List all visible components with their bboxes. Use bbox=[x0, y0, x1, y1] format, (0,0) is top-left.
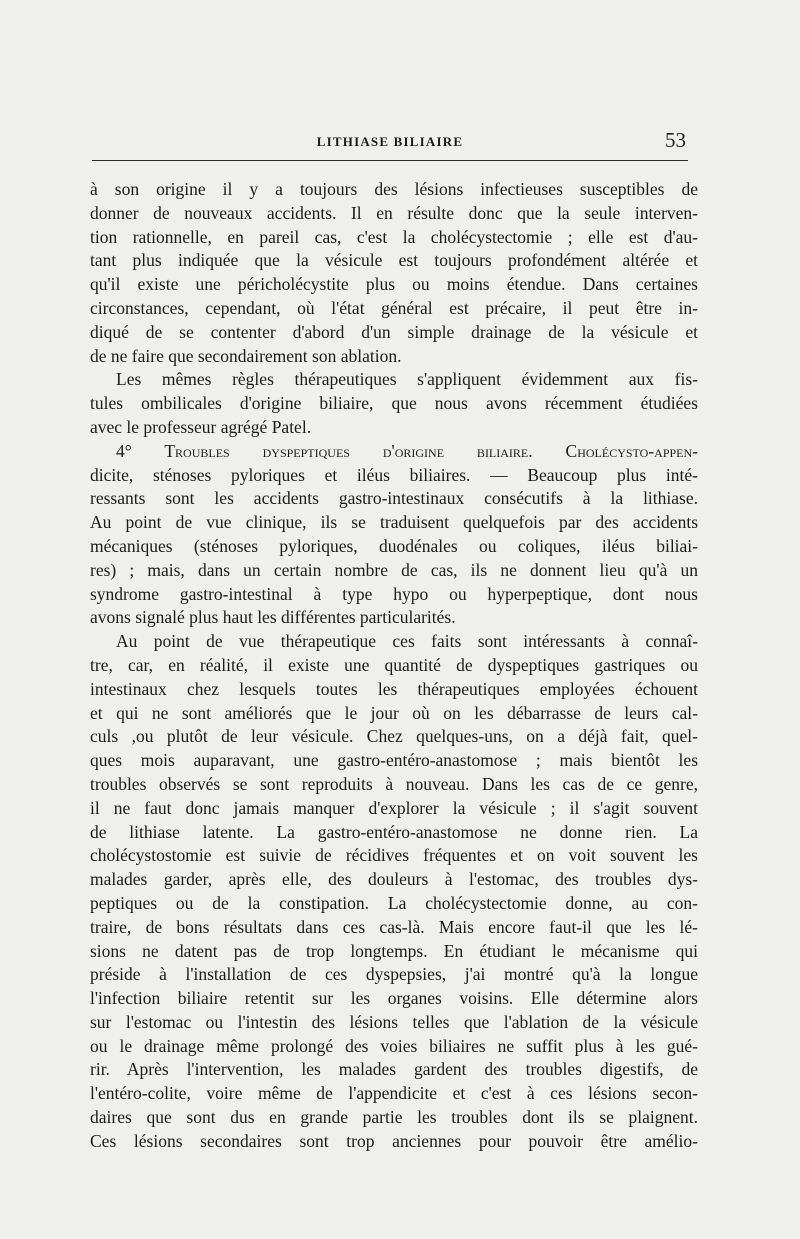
text-line: ou le drainage même prolongé des voies biliaires ne suffit plus à les gué- bbox=[90, 1035, 698, 1056]
text-line: avons signalé plus haut les différentes particularités. bbox=[90, 607, 456, 628]
page-number: 53 bbox=[665, 128, 686, 152]
text-line: culs ,ou plutôt de leur vésicule. Chez quelques-uns, on a déjà fait, quel- bbox=[90, 726, 698, 747]
text-line: intestinaux chez lesquels toutes les thérapeutiques employées échouent bbox=[90, 678, 698, 699]
text-line: circonstances, cependant, où l'état général est précaire, il peut être in- bbox=[90, 297, 698, 318]
text-line: res) ; mais, dans un certain nombre de cas, ils ne donnent lieu qu'à un bbox=[90, 559, 698, 580]
text-line: l'entéro-colite, voire même de l'appendicite et c'est à ces lésions secon- bbox=[90, 1083, 698, 1104]
text-line: daires que sont dus en grande partie les troubles dont ils se plaignent. bbox=[90, 1107, 698, 1128]
text-line: l'infection biliaire retentit sur les organes voisins. Elle détermine alors bbox=[90, 988, 698, 1009]
text-line: ques mois auparavant, une gastro-entéro-anastomose ; mais bientôt les bbox=[90, 750, 698, 771]
text-line: Les mêmes règles thérapeutiques s'appliquent évidemment aux fis- bbox=[116, 369, 698, 390]
section-heading-line: 4° Troubles dyspeptiques d'origine biliaire. Cholécysto-appen- bbox=[116, 440, 698, 461]
text-line: avec le professeur agrégé Patel. bbox=[90, 416, 312, 437]
page-header bbox=[90, 128, 690, 152]
text-line: Ces lésions secondaires sont trop anciennes pour pouvoir être amélio- bbox=[90, 1130, 698, 1151]
text-line: il ne faut donc jamais manquer d'explorer la vésicule ; il s'agit souvent bbox=[90, 797, 698, 818]
text-line: de ne faire que secondairement son ablation. bbox=[90, 345, 402, 366]
text-line: traire, de bons résultats dans ces cas-là. Mais encore faut-il que les lé- bbox=[90, 916, 698, 937]
text-line: syndrome gastro-intestinal à type hypo ou hyperpeptique, dont nous bbox=[90, 583, 698, 604]
text-line: préside à l'installation de ces dyspepsies, j'ai montré qu'à la longue bbox=[90, 964, 698, 985]
text-line: cholécystostomie est suivie de récidives fréquentes et on voit souvent les bbox=[90, 845, 698, 866]
text-line: Au point de vue clinique, ils se traduisent quelquefois par des accidents bbox=[90, 512, 698, 533]
text-line: sions ne datent pas de trop longtemps. En étudiant le mécanisme qui bbox=[90, 940, 698, 961]
text-line: diqué de se contenter d'abord d'un simple drainage de la vésicule et bbox=[90, 321, 698, 342]
text-line: tules ombilicales d'origine biliaire, que nous avons récemment étudiées bbox=[90, 393, 698, 414]
body-text bbox=[90, 178, 698, 1154]
text-line: sur l'estomac ou l'intestin des lésions telles que l'ablation de la vésicule bbox=[90, 1011, 698, 1032]
text-line: rir. Après l'intervention, les malades gardent des troubles digestifs, de bbox=[90, 1059, 698, 1080]
text-line: tion rationnelle, en pareil cas, c'est la cholécystectomie ; elle est d'au- bbox=[90, 226, 698, 247]
text-line: et qui ne sont améliorés que le jour où on les débarrasse de leurs cal- bbox=[90, 702, 698, 723]
text-line: ressants sont les accidents gastro-intestinaux consécutifs à la lithiase. bbox=[90, 488, 698, 509]
text-line: de lithiase latente. La gastro-entéro-anastomose ne donne rien. La bbox=[90, 821, 698, 842]
text-line: troubles observés se sont reproduits à nouveau. Dans les cas de ce genre, bbox=[90, 773, 698, 794]
text-line: tant plus indiquée que la vésicule est toujours profondément altérée et bbox=[90, 250, 698, 271]
text-line: malades garder, après elle, des douleurs à l'estomac, des troubles dys- bbox=[90, 869, 698, 890]
text-line: donner de nouveaux accidents. Il en résulte donc que la seule interven- bbox=[90, 202, 698, 223]
text-line: dicite, sténoses pyloriques et iléus biliaires. — Beaucoup plus inté- bbox=[90, 464, 698, 485]
header-rule bbox=[92, 160, 688, 161]
text-line: peptiques ou de la constipation. La cholécystectomie donne, au con- bbox=[90, 892, 698, 913]
text-line: mécaniques (sténoses pyloriques, duodénales ou coliques, iléus biliai- bbox=[90, 535, 698, 556]
running-title: LITHIASE BILIAIRE bbox=[316, 134, 464, 149]
text-line: qu'il existe une péricholécystite plus ou moins étendue. Dans certaines bbox=[90, 274, 698, 295]
text-line: tre, car, en réalité, il existe une quantité de dyspeptiques gastriques ou bbox=[90, 654, 698, 675]
text-line: Au point de vue thérapeutique ces faits sont intéressants à connaî- bbox=[116, 631, 698, 652]
text-line: à son origine il y a toujours des lésions infectieuses susceptibles de bbox=[90, 179, 698, 199]
